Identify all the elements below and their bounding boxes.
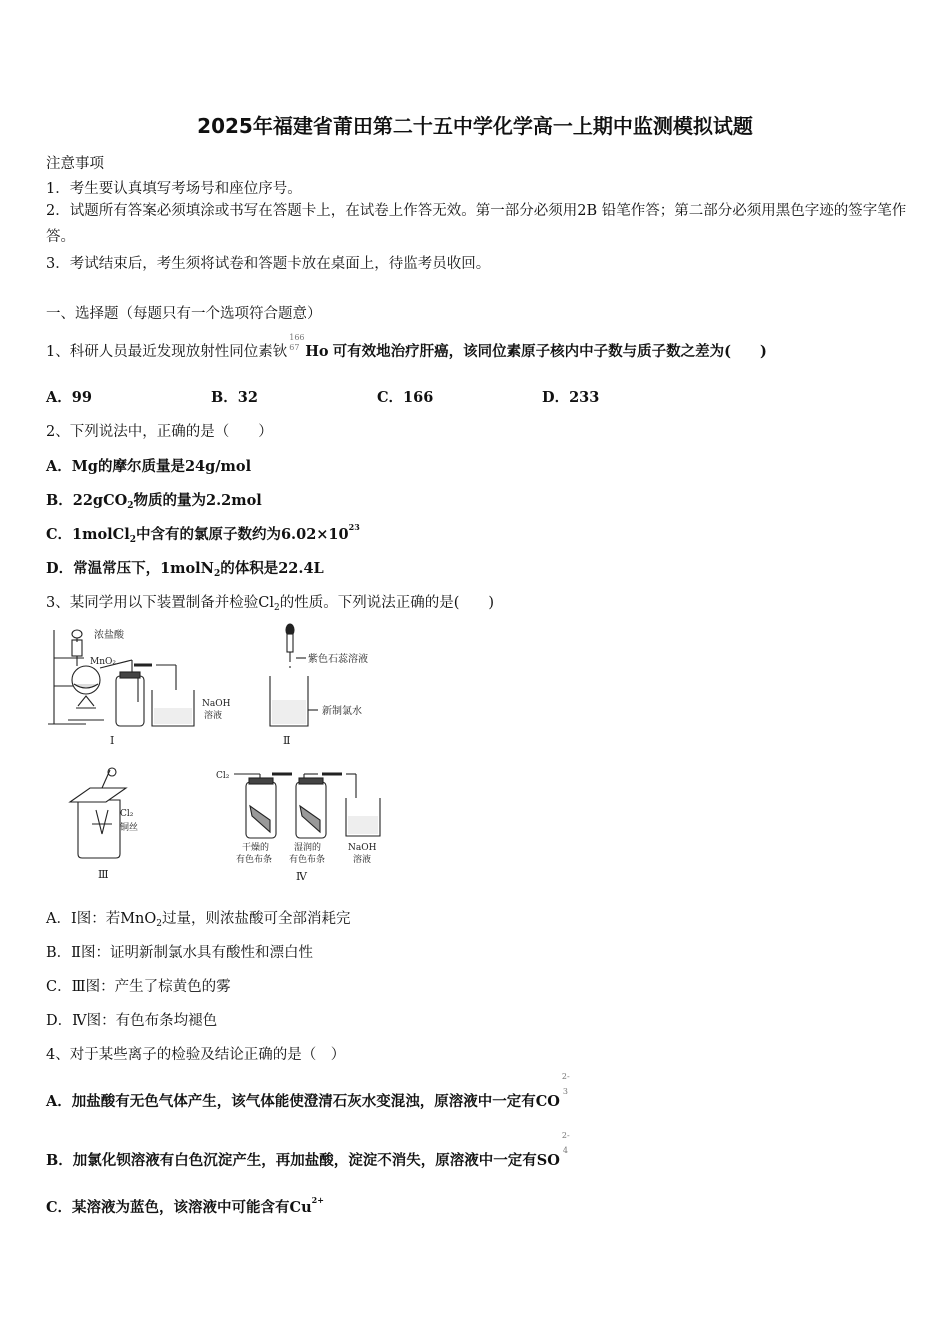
question-3-stem [46, 591, 494, 612]
question-1-text-a: 1、科研人员最近发现放射性同位素钬 [46, 344, 288, 360]
ion-charge: 2- [561, 1131, 570, 1140]
subscript: 2 [127, 501, 134, 511]
q2-option-b[interactable] [46, 489, 262, 510]
fig4-label: Ⅳ [296, 870, 307, 883]
fig3-label: Ⅲ [98, 868, 109, 881]
notice-item-2: 2．试题所有答案必须填涂或书写在答题卡上，在试卷上作答无效。第一部分必须用2B 铅笔作答；第二部分必须用黑色字迹的签字笔作答。 [46, 203, 907, 245]
ion-notation [560, 1131, 574, 1165]
q3-option-a-text: A．Ⅰ图：若MnO [46, 911, 157, 927]
section-heading: 一、选择题（每题只有一个选项符合题意） [46, 306, 322, 322]
q2-option-c-text: C．1molCl [46, 526, 130, 543]
question-3-text: 3、某同学用以下装置制备并检验Cl [46, 595, 274, 611]
subscript: 2 [273, 603, 280, 613]
ion-charge: 2- [561, 1072, 570, 1081]
question-1-stem [46, 333, 767, 361]
q1-option-d[interactable]: D．233 [542, 389, 600, 406]
ion-subscript: 3 [562, 1087, 569, 1096]
q3-option-c[interactable]: C．Ⅲ图：产生了棕黄色的雾 [46, 979, 231, 995]
apparatus-figure [46, 620, 406, 892]
fig4-naoh-label: NaOH [348, 843, 377, 853]
subscript: 2 [156, 919, 163, 929]
fig2-water-label: 新制氯水 [322, 706, 362, 717]
q2-option-b-text: B．22gCO [46, 492, 128, 509]
apparatus-II [270, 624, 368, 747]
fig3-cu-label: 铜丝 [120, 823, 139, 833]
fig4-wet-label-1: 湿润的 [294, 843, 322, 853]
fig1-label: Ⅰ [110, 734, 115, 747]
atomic-number: 67 [289, 343, 300, 352]
apparatus-III [70, 768, 138, 881]
fig2-litmus-label: 紫色石蕊溶液 [308, 654, 368, 665]
q4-option-c[interactable] [46, 1196, 324, 1217]
ion-notation [560, 1072, 574, 1106]
notice-item-1: 1．考生要认真填写考场号和座位序号。 [46, 181, 302, 197]
fig1-mno2-label: MnO₂ [90, 657, 116, 667]
question-2-stem: 2、下列说法中，正确的是（ ） [46, 424, 273, 440]
fig2-label: Ⅱ [283, 734, 291, 747]
page-title: 2025年福建省莆田第二十五中学化学高一上期中监测模拟试题 [197, 114, 753, 138]
ion-subscript: 4 [562, 1146, 568, 1155]
q3-option-a-text-2: 过量，则浓盐酸可全部消耗完 [162, 911, 351, 927]
superscript: 23 [348, 522, 360, 532]
q3-option-d[interactable]: D．Ⅳ图：有色布条均褪色 [46, 1013, 218, 1029]
notice-item-3: 3．考试结束后，考生须将试卷和答题卡放在桌面上，待监考员收回。 [46, 256, 491, 272]
fig4-soln-label: 溶液 [353, 855, 372, 865]
notice-heading: 注意事项 [46, 156, 104, 172]
q2-option-b-text-2: 物质的量为2.2mol [133, 492, 262, 509]
apparatus-I [48, 628, 231, 747]
ion-formula: CO [535, 1093, 560, 1110]
fig3-cl2-label: Cl₂ [120, 809, 134, 819]
q2-option-d-text-2: 的体积是22.4L [220, 560, 324, 577]
question-1-text-c: 可有效地治疗肝癌，该同位素原子核内中子数与质子数之差为( ) [332, 343, 767, 360]
element-symbol: Ho [305, 343, 329, 360]
q1-option-a[interactable]: A．99 [46, 389, 92, 406]
q2-option-c[interactable] [46, 523, 360, 544]
q2-option-d[interactable] [46, 557, 324, 578]
question-3-text-2: 的性质。下列说法正确的是( ) [279, 595, 495, 611]
fig1-naoh-label: NaOH [202, 699, 231, 709]
fig1-soln-label: 溶液 [204, 711, 223, 721]
fig4-wet-label-2: 有色布条 [289, 855, 326, 865]
q2-option-a[interactable]: A．Mg的摩尔质量是24g/mol [46, 458, 252, 475]
isotope-notation [287, 333, 305, 359]
apparatus-IV [216, 771, 380, 883]
q1-option-b[interactable]: B．32 [211, 389, 258, 406]
q4-option-b-text: B．加氯化钡溶液有白色沉淀产生，再加盐酸，淀淀不消失，原溶液中一定有 [46, 1152, 537, 1169]
q3-option-b[interactable]: B．Ⅱ图：证明新制氯水具有酸性和漂白性 [46, 945, 314, 961]
fig1-acid-label: 浓盐酸 [94, 630, 124, 641]
q2-option-d-text: D．常温常压下，1molN [46, 560, 214, 577]
ion-formula: SO [536, 1152, 560, 1169]
q4-option-b[interactable] [46, 1131, 574, 1170]
q2-option-c-text-2: 中含有的氯原子数约为6.02×10 [135, 526, 349, 543]
q1-option-c[interactable]: C．166 [377, 389, 434, 406]
fig4-cl2-label: Cl₂ [216, 771, 230, 781]
mass-number: 166 [289, 333, 305, 342]
q4-option-a[interactable] [46, 1072, 574, 1111]
q3-option-a[interactable] [46, 907, 351, 928]
question-4-stem: 4、对于某些离子的检验及结论正确的是（ ） [46, 1047, 346, 1063]
fig4-dry-label-2: 有色布条 [236, 855, 273, 865]
q4-option-a-text: A．加盐酸有无色气体产生，该气体能使澄清石灰水变混浊，原溶液中一定有 [46, 1093, 536, 1110]
q4-option-c-text: C．某溶液为蓝色，该溶液中可能含有Cu [46, 1199, 312, 1216]
superscript: 2+ [311, 1195, 324, 1205]
fig4-dry-label-1: 干燥的 [242, 843, 270, 853]
subscript: 2 [129, 535, 136, 545]
subscript: 2 [213, 569, 221, 579]
